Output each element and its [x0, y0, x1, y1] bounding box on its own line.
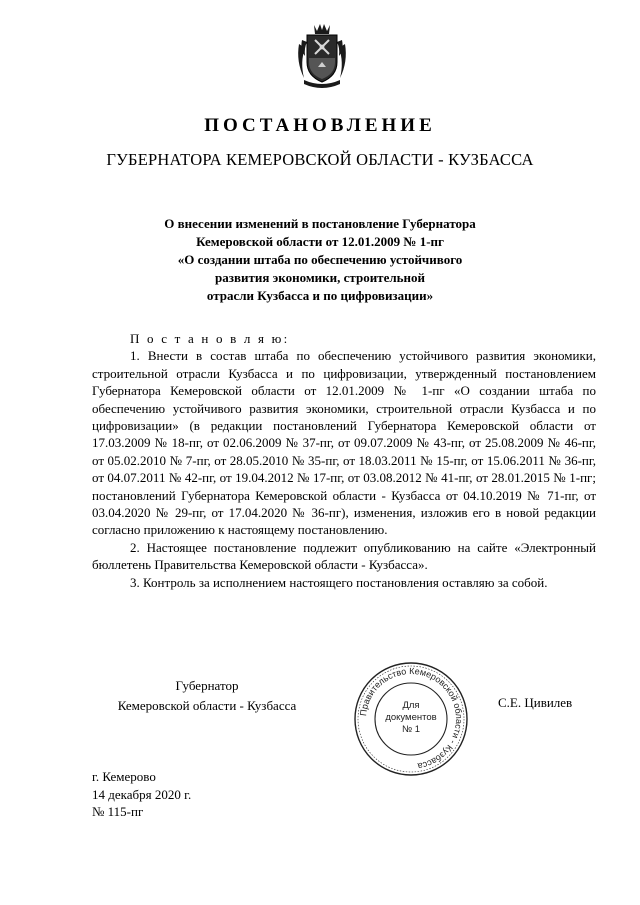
official-stamp — [352, 660, 470, 778]
subject-line: О внесении изменений в постановление Губернатора — [164, 216, 476, 231]
decree-word: П о с т а н о в л я ю: — [130, 331, 290, 346]
issuer-title: ГУБЕРНАТОРА КЕМЕРОВСКОЙ ОБЛАСТИ - КУЗБАССА — [106, 150, 534, 169]
stamp-line: Для — [402, 700, 420, 711]
position-line: Кемеровской области - Кузбасса — [117, 698, 297, 713]
subject-line: отрасли Кузбасса и по цифровизации» — [206, 288, 434, 303]
stamp-ring-text: Правительство Кемеровской области - Кузбасса — [358, 665, 465, 772]
paragraph-3: 3. Контроль за исполнением настоящего постановления оставляю за собой. — [130, 574, 548, 590]
city: г. Кемерово — [92, 769, 156, 784]
date: 14 декабря 2020 г. — [92, 786, 192, 802]
paragraph-2: 2. Настоящее постановление подлежит опубликованию на сайте «Электронный бюллетень Правительства Кемеровской области - Кузбасса». — [92, 539, 596, 573]
document-type-title: ПОСТАНОВЛЕНИЕ — [204, 115, 436, 136]
signatory-position — [96, 676, 318, 716]
subject-line: «О создании штаба по обеспечению устойчивого — [177, 252, 463, 267]
document-footer — [92, 768, 191, 821]
document-body — [92, 330, 596, 591]
stamp-line: документов — [385, 712, 437, 723]
subject-line: развития экономики, строительной — [215, 270, 425, 285]
position-line: Губернатор — [175, 678, 239, 693]
subject-line: Кемеровской области от 12.01.2009 № 1-пг — [196, 234, 444, 249]
document-number: № 115-пг — [92, 804, 144, 819]
coat-of-arms-icon — [296, 22, 348, 92]
paragraph-1: 1. Внести в состав штаба по обеспечению устойчивого развития экономики, строительной отрасли Кузбасса и по цифровизации, утвержденный постановлением Губернатора Кемеровской области от 12.01.2009 № 1-пг «О создании штаба по обеспечению устойчивого развития экономики, строительной отрасли Кузбасса и по цифровизации» (в редакции постановлений Губернатора Кемеровской области от 17.03.2009 № 18-пг, от 02.06.2009 № 37-пг, от 09.07.2009 № 43-пг, от 25.08.2009 № 46-пг, от 05.02.2010 № 7-пг, от 28.05.2010 № 35-пг, от 18.03.2011 № 15-пг, от 15.06.2011 № 36-пг, от 04.07.2011 № 42-пг, от 19.04.2012 № 17-пг, от 03.08.2012 № 41-пг, от 28.01.2015 № 1-пг; постановлений Губернатора Кемеровской области - Кузбасса от 04.10.2019 № 71-пг, от 03.04.2020 № 29-пг, от 17.04.2020 № 36-пг), изменения, изложив его в новой редакции согласно приложению к настоящему постановлению. — [92, 348, 596, 538]
stamp-line: № 1 — [401, 724, 421, 735]
document-subject — [120, 215, 520, 305]
signatory-name: С.Е. Цивилев — [498, 695, 573, 710]
